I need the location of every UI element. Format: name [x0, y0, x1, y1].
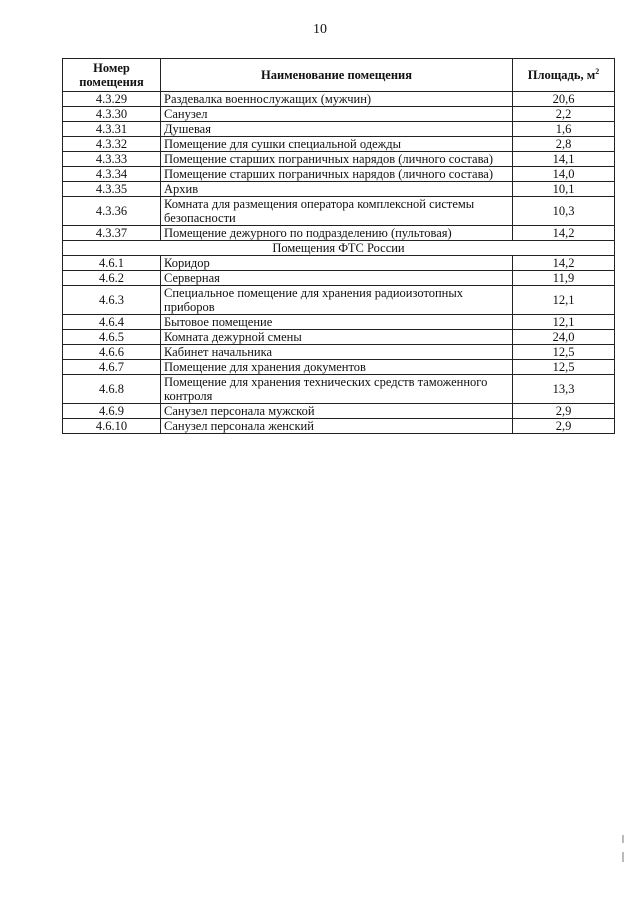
- page-number: 10: [313, 22, 327, 37]
- room-name-cell: Помещение старших пограничных нарядов (личного состава): [161, 167, 513, 182]
- room-area-cell: 10,1: [513, 182, 615, 197]
- room-area-cell: 2,2: [513, 107, 615, 122]
- rooms-table-container: [62, 58, 614, 434]
- room-name-cell: Санузел: [161, 107, 513, 122]
- room-number-cell: 4.6.9: [63, 404, 161, 419]
- room-name-cell: Помещение для хранения документов: [161, 360, 513, 375]
- room-number-cell: 4.6.10: [63, 419, 161, 434]
- room-area-cell: 14,2: [513, 226, 615, 241]
- room-number-cell: 4.6.4: [63, 315, 161, 330]
- room-name-cell: Коридор: [161, 256, 513, 271]
- table-row: [63, 286, 615, 315]
- scan-artifact: [622, 852, 624, 862]
- room-number-cell: 4.3.37: [63, 226, 161, 241]
- room-name-cell: Специальное помещение для хранения радиоизотопных приборов: [161, 286, 513, 315]
- room-number-cell: 4.6.6: [63, 345, 161, 360]
- room-area-cell: 14,2: [513, 256, 615, 271]
- room-area-cell: 24,0: [513, 330, 615, 345]
- room-area-cell: 13,3: [513, 375, 615, 404]
- table-row: [63, 419, 615, 434]
- room-number-cell: 4.6.7: [63, 360, 161, 375]
- table-row: [63, 122, 615, 137]
- table-row: [63, 360, 615, 375]
- room-area-cell: 12,1: [513, 315, 615, 330]
- table-row: [63, 256, 615, 271]
- table-row: [63, 137, 615, 152]
- room-area-cell: 14,1: [513, 152, 615, 167]
- table-row: [63, 152, 615, 167]
- table-row: [63, 226, 615, 241]
- room-name-cell: Помещение старших пограничных нарядов (личного состава): [161, 152, 513, 167]
- table-row: [63, 345, 615, 360]
- section-label: Помещения ФТС России: [63, 241, 615, 256]
- header-area-unit-sup: 2: [595, 66, 600, 76]
- room-number-cell: 4.3.29: [63, 92, 161, 107]
- table-row: [63, 271, 615, 286]
- room-name-cell: Санузел персонала женский: [161, 419, 513, 434]
- room-number-cell: 4.3.36: [63, 197, 161, 226]
- room-number-cell: 4.6.8: [63, 375, 161, 404]
- table-row: [63, 315, 615, 330]
- header-area-label: Площадь, м: [527, 68, 596, 82]
- room-number-cell: 4.6.3: [63, 286, 161, 315]
- table-row: [63, 330, 615, 345]
- header-room-name: Наименование помещения: [161, 59, 513, 92]
- table-section-row: [63, 241, 615, 256]
- room-number-cell: 4.6.1: [63, 256, 161, 271]
- table-row: [63, 107, 615, 122]
- room-name-cell: Помещение для хранения технических средств таможенного контроля: [161, 375, 513, 404]
- room-area-cell: 20,6: [513, 92, 615, 107]
- room-name-cell: Серверная: [161, 271, 513, 286]
- room-name-cell: Кабинет начальника: [161, 345, 513, 360]
- room-number-cell: 4.3.30: [63, 107, 161, 122]
- room-area-cell: 2,8: [513, 137, 615, 152]
- header-room-number: Номер помещения: [63, 59, 161, 92]
- room-name-cell: Бытовое помещение: [161, 315, 513, 330]
- room-number-cell: 4.3.32: [63, 137, 161, 152]
- table-body: [63, 92, 615, 434]
- rooms-table: [62, 58, 615, 434]
- room-area-cell: 14,0: [513, 167, 615, 182]
- room-number-cell: 4.3.35: [63, 182, 161, 197]
- room-number-cell: 4.3.31: [63, 122, 161, 137]
- room-number-cell: 4.6.5: [63, 330, 161, 345]
- header-room-area: [513, 59, 615, 92]
- room-name-cell: Санузел персонала мужской: [161, 404, 513, 419]
- room-area-cell: 2,9: [513, 404, 615, 419]
- room-name-cell: Раздевалка военнослужащих (мужчин): [161, 92, 513, 107]
- table-row: [63, 404, 615, 419]
- room-area-cell: 1,6: [513, 122, 615, 137]
- room-name-cell: Душевая: [161, 122, 513, 137]
- room-name-cell: Помещение дежурного по подразделению (пультовая): [161, 226, 513, 241]
- table-row: [63, 92, 615, 107]
- room-number-cell: 4.3.34: [63, 167, 161, 182]
- room-number-cell: 4.6.2: [63, 271, 161, 286]
- room-name-cell: Комната для размещения оператора комплексной системы безопасности: [161, 197, 513, 226]
- table-row: [63, 375, 615, 404]
- room-area-cell: 2,9: [513, 419, 615, 434]
- room-name-cell: Комната дежурной смены: [161, 330, 513, 345]
- room-area-cell: 10,3: [513, 197, 615, 226]
- room-name-cell: Помещение для сушки специальной одежды: [161, 137, 513, 152]
- room-name-cell: Архив: [161, 182, 513, 197]
- scan-artifact: [622, 835, 624, 843]
- table-header-row: [63, 59, 615, 92]
- room-area-cell: 12,5: [513, 345, 615, 360]
- room-area-cell: 12,5: [513, 360, 615, 375]
- table-row: [63, 167, 615, 182]
- room-number-cell: 4.3.33: [63, 152, 161, 167]
- room-area-cell: 12,1: [513, 286, 615, 315]
- table-row: [63, 182, 615, 197]
- room-area-cell: 11,9: [513, 271, 615, 286]
- table-row: [63, 197, 615, 226]
